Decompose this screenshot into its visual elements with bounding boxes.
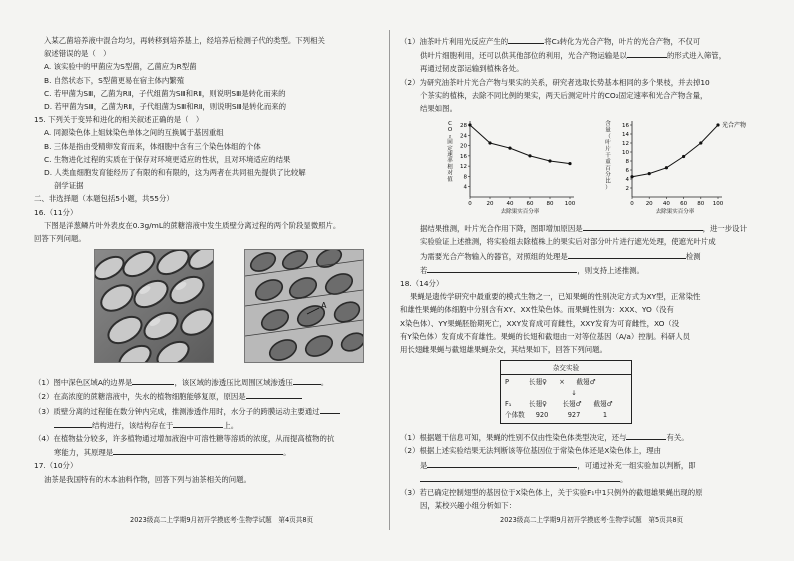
count-long-female: 920 [535, 411, 549, 420]
co2-chart-x-tick-label: 60 [526, 201, 534, 208]
q14-option-c: C. 若甲菌为SⅢ，乙菌为RⅡ，子代组菌为SⅢ和RⅡ，则说明SⅢ是转化而来的 [44, 88, 286, 98]
q16-4-blank[interactable] [113, 445, 283, 455]
co2-chart-y-tick-label: 20 [460, 143, 467, 150]
q18-item-3: （3）若已确定控制翅型的基因位于X染色体上，关于实验F₁中1只例外的截翅雄果蝇出现的原 [400, 488, 703, 498]
q15-option-d: D. 人类血细胞发育能经历了有限的和有限的，这为两者在共同祖先提供了比较解 [44, 168, 306, 178]
co2-chart-y-label-char: 对 [447, 170, 453, 177]
q16-item-4: （4）在植物盐分较多，许多植物通过增加液泡中可溶性糖等溶质的浓度，从而提高植物的抗 [34, 434, 335, 444]
photo-chart-y-tick-label: 2 [625, 186, 629, 193]
q18-intro-line: 有Y染色体）发育成不育雄性。果蝇的长翅和截翅由一对等位基因（A/a）控制。科研人员 [400, 331, 691, 341]
q17-2-line-3: 结果如图。 [420, 104, 457, 114]
p-female: 长翅♀ [528, 378, 548, 387]
q18-item-2-cont [400, 458, 772, 472]
photo-chart-x-tick-label: 80 [697, 201, 705, 208]
co2-chart-y-label-char: O [447, 127, 453, 134]
co2-chart-data-point [468, 124, 471, 127]
q17-3-blank-a[interactable] [583, 221, 703, 231]
q16-1-blank-a[interactable] [132, 375, 174, 385]
q17-3-line-2: 实验验证上述推测，将实验组去除植株上的果实后对部分叶片进行遮光处理，使遮光叶片成 [420, 237, 716, 247]
q18-item-2-cont2 [400, 472, 772, 486]
co2-chart-x-tick-label: 40 [506, 201, 514, 208]
co2-chart-y-label-char: 相 [447, 164, 453, 171]
q17-1-text-d: 的形式进入筛管， [666, 51, 727, 61]
q16-1-blank-b[interactable] [293, 375, 321, 385]
q16-2-text: （2）在高浓度的蔗糖溶液中，失水的植物细胞能够复原，原因是 [34, 392, 246, 402]
q16-4-text-end: 。 [283, 448, 291, 458]
co2-chart-y-label-char: 值 [447, 177, 453, 184]
photo-chart-y-label-char: 量 [605, 127, 611, 134]
q17-3-blank-c[interactable] [427, 263, 577, 273]
q17-3-text-e: 若 [420, 265, 428, 275]
q16-heading: 16.（11分） [34, 207, 78, 217]
q18-1-text-end: 有关。 [666, 433, 689, 443]
q18-item-1 [400, 430, 772, 444]
q18-heading: 18.（14分） [400, 279, 444, 289]
co2-chart-series-line [470, 125, 570, 164]
photo-chart-y-label-char: 重 [605, 159, 611, 166]
count-long-male: 927 [567, 411, 581, 420]
q18-intro-line: 果蝇是遗传学研究中最重要的模式生物之一，已知果蝇的性别决定方式为XY型，正常染性 [410, 292, 701, 302]
q16-3-text-end: 上。 [223, 420, 239, 430]
photo-chart-legend: 光合产物 [722, 122, 747, 130]
q16-4-text: 寒能力，其原理是 [54, 448, 114, 458]
co2-chart-x-label: 去除果实百分率 [500, 209, 540, 216]
q16-item-3-cont [34, 418, 406, 432]
cross-count-row [505, 410, 627, 421]
q14-option-a: A. 该实验中的甲菌应为S型菌，乙菌应为R型菌 [44, 62, 197, 72]
photo-chart-data-point [630, 175, 633, 178]
co2-chart-x-tick-label: 20 [486, 201, 494, 208]
photo-chart-x-tick-label: 0 [630, 201, 634, 208]
photo-chart-y-tick-label: 8 [625, 159, 629, 166]
section-heading: 二、非选择题（本题包括5小题，共55分） [34, 194, 174, 204]
photo-chart-y-label-char: 百 [605, 166, 611, 173]
chart-row [400, 117, 772, 219]
q15-option-d-cont: 剖学证据 [54, 181, 84, 191]
q18-intro-line: 用长翅雌果蝇与截翅雄果蝇杂交，其结果如下，回答下列问题。 [400, 345, 607, 355]
photo-chart-data-point [699, 142, 702, 145]
co2-chart-y-tick-label: 12 [460, 164, 467, 171]
co2-chart-data-point [548, 160, 551, 163]
count-short-male: 1 [602, 411, 608, 420]
cross-title: 杂交实验 [501, 363, 631, 375]
q17-3-line-3 [400, 249, 772, 263]
photo-chart-y-tick-label: 6 [625, 168, 629, 175]
q18-1-text: （1）根据题干信息可知，果蝇的性别不仅由性染色体类型决定，还与 [400, 433, 627, 443]
q17-3-text-f: ，则支持上述推测。 [577, 265, 644, 275]
q18-2-text-end-2: 。 [620, 474, 628, 484]
co2-fixation-chart [440, 117, 580, 217]
co2-chart-data-point [488, 142, 491, 145]
photo-chart-data-point [682, 155, 685, 158]
cross-f1-row [505, 399, 627, 410]
co2-chart-data-point [528, 154, 531, 157]
q18-item-3-cont: 因，某校兴趣小组分析如下： [420, 501, 517, 511]
q17-3-text-d: 检测 [685, 251, 701, 261]
photo-chart-x-tick-label: 60 [680, 201, 688, 208]
q16-3-text-mid: 结构进行，该结构存在于 [92, 420, 174, 430]
co2-chart-y-tick-label: 8 [463, 174, 467, 181]
q15-option-c: C. 生物进化过程的实质在于保存对环境更适应的性状，且对环境适应的结果 [44, 154, 291, 164]
right-footer: 2023级高二上学期9月初开学摸底考·生物学试题 第5页共8页 [500, 516, 684, 524]
photo-chart-y-tick-label: 14 [622, 132, 629, 139]
photo-chart-y-label-char: 片 [605, 146, 611, 153]
co2-chart-y-label-char: 速 [447, 152, 453, 159]
photo-chart-x-tick-label: 100 [712, 201, 724, 208]
count-label: 个体数 [505, 411, 525, 420]
co2-chart-x-tick-label: 100 [564, 201, 576, 208]
cross-experiment-box [500, 360, 632, 424]
q17-1-blank-b[interactable] [627, 48, 667, 58]
q17-1-text-b: 将C₃转化为光合产物，叶片的光合产物，不仅可 [544, 37, 701, 46]
q16-intro-line: 下图是洋葱鳞片叶外表皮在0.3g/mL的蔗糖溶液中发生质壁分离过程的两个阶段显微照片。 [44, 220, 341, 230]
q17-1-text: （1）油茶叶片利用光反应产生的 [400, 37, 509, 46]
q14-intro-line: 入某乙菌培养液中混合均匀，再转移到培养基上，经培养后检测子代的类型。下列相关 [44, 36, 325, 45]
right-page [400, 34, 772, 512]
q16-1-text-end: 。 [320, 378, 329, 388]
photo-chart-x-label: 去除果实百分率 [655, 209, 695, 216]
co2-chart-x-tick-label: 0 [468, 201, 472, 208]
q14-option-b: B. 自然状态下，S型菌更易在宿主体内繁殖 [44, 75, 185, 85]
q16-3-blank-c[interactable] [173, 418, 223, 428]
co2-chart-y-label-char: 率 [447, 158, 453, 165]
co2-chart-y-tick-label: 24 [460, 133, 467, 140]
photo-chart-y-label-char: （ [605, 134, 611, 141]
photo-chart-y-tick-label: 4 [625, 177, 629, 184]
q17-heading: 17.（10分） [34, 461, 78, 471]
q16-item-4-cont [34, 445, 406, 459]
photo-chart-y-label-char: 分 [605, 172, 611, 179]
photo-chart-y-label-char: 叶 [605, 140, 611, 147]
q16-1-text-mid: ，该区域的渗透压比周围区域渗透压 [174, 378, 293, 388]
q17-1-line [400, 34, 772, 48]
q18-2-blank-b[interactable] [420, 472, 620, 482]
q16-item-1 [34, 375, 406, 389]
co2-chart-y-tick-label: 4 [463, 184, 467, 191]
f1-long-male: 长翅♂ [562, 400, 582, 409]
photo-chart-y-tick-label: 12 [622, 141, 629, 148]
photosynthate-chart [600, 117, 750, 217]
photo-chart-y-tick-label: 16 [622, 123, 629, 130]
q17-1-blank-a[interactable] [508, 34, 544, 44]
p-cross-symbol: × [559, 378, 565, 387]
q17-intro: 油茶是我国特有的木本油料作物，回答下列与油茶相关的问题。 [44, 474, 251, 484]
photo-chart-data-point [648, 172, 651, 175]
co2-chart-y-tick-label: 28 [460, 123, 467, 130]
q16-1-text: （1）图中深色区域A的边界是 [34, 378, 133, 388]
p-label: P [505, 378, 509, 387]
micrograph-stage-1 [94, 249, 214, 363]
photo-chart-data-point [716, 124, 719, 127]
photo-chart-y-label-char: 干 [605, 153, 611, 160]
q14-option-d: D. 若甲菌为SⅢ，乙菌为RⅡ，子代组菌为SⅢ和RⅡ，则说明SⅢ是转化而来的 [44, 102, 287, 112]
co2-chart-y-label-char: C [448, 121, 452, 128]
photo-chart-data-point [665, 166, 668, 169]
micrograph-stage-2 [244, 249, 364, 363]
co2-chart-data-point [568, 162, 571, 165]
photo-chart-y-label-char: 含 [605, 121, 611, 128]
q18-1-blank[interactable] [626, 430, 666, 440]
f1-long-female: 长翅♀ [528, 400, 548, 409]
q17-1-line-2 [400, 48, 772, 62]
q15-option-a: A. 同源染色体上姐妹染色单体之间的互换属于基因重组 [44, 128, 224, 138]
q18-2-text-end: ，可通过补充一组实验加以判断，即 [577, 460, 696, 470]
micrograph-label-a: A [321, 301, 327, 311]
q16-3-text: （3）质壁分离的过程能在数分钟内完成，推测渗透作用时，水分子的跨膜运动主要通过 [34, 406, 320, 416]
q16-item-3 [34, 404, 406, 418]
q18-intro-line: X染色体）、YY果蝇胚胎期死亡，XXY发育成可育雌性，XXY发育为可育雌性，XO（没 [400, 318, 680, 328]
photo-chart-y-tick-label: 10 [622, 150, 629, 157]
q17-3-text-b: ，进一步设计 [702, 224, 747, 234]
q16-3-blank-b[interactable] [54, 418, 92, 428]
photo-chart-x-tick-label: 40 [662, 201, 670, 208]
co2-chart-data-point [508, 147, 511, 150]
photo-chart-y-label-char: ） [605, 185, 611, 192]
co2-chart-y-label-char: 固 [447, 139, 453, 146]
q17-2-line: （2）为研究油茶叶片光合产物与果实的关系，研究者选取长势基本相同的多个果枝，并去掉10 [400, 77, 710, 87]
f1-short-male: 截翅♂ [593, 400, 613, 409]
q17-3-text: 据结果推测，叶片光合作用下降，图即增加原因是 [420, 224, 583, 234]
photo-chart-x-tick-label: 20 [645, 201, 653, 208]
photo-chart-y-label-char: 比 [605, 178, 611, 185]
p-male: 截翅♂ [576, 378, 596, 387]
cross-arrow: ↓ [571, 389, 577, 398]
q17-3-line [400, 221, 772, 235]
q17-3-line-4 [400, 263, 772, 277]
q15-stem: 15. 下列关于变异和进化的相关叙述正确的是（ ） [34, 115, 204, 125]
q18-2-blank-a[interactable] [427, 458, 577, 468]
micrograph-row [34, 249, 406, 371]
q17-1-line-3: 再通过韧皮部运输到植株各处。 [420, 64, 524, 74]
q17-3-blank-b[interactable] [568, 249, 686, 259]
q18-item-2: （2）根据上述实验结果无法判断该等位基因位于常染色体还是X染色体上，理由 [400, 446, 662, 456]
cross-parent-row [505, 377, 627, 388]
q17-2-line-2: 个茶实的植株，去除不同比例的果实，两天后测定叶片的CO₂固定速率和光合产物含量， [420, 90, 708, 100]
q14-intro-line: 叙述错误的是（ ） [44, 49, 111, 59]
left-footer: 2023级高二上学期9月初开学摸底考·生物学试题 第4页共8页 [130, 516, 314, 524]
co2-chart-y-label-char: ₂ [448, 133, 452, 140]
f1-label: F₁ [505, 400, 512, 409]
co2-chart-y-tick-label: 16 [460, 154, 467, 161]
q17-1-text-c: 供叶片细胞利用，还可以供其他部位的利用，光合产物运输是以 [420, 51, 627, 61]
co2-chart-y-label-char: 定 [447, 146, 453, 153]
q16-item-2 [34, 389, 406, 403]
photo-chart-series-line [632, 125, 718, 177]
left-page [34, 34, 406, 486]
q17-3-text-c: 为需要光合产物输入的器官，对照组的处理是 [420, 251, 568, 261]
co2-chart-x-tick-label: 80 [546, 201, 554, 208]
q18-intro-line: 和雄性果蝇的体细胞中分别含有XY、XX性染色体。而果蝇性别为：XXX、YO（没有 [400, 305, 674, 315]
q15-option-b: B. 三体是指由受精卵发育而来，体细胞中含有三个染色体组的个体 [44, 141, 261, 151]
q16-intro-line: 回答下列问题。 [34, 234, 86, 244]
q18-2-text: 是 [420, 460, 428, 470]
q16-3-blank-a[interactable] [320, 404, 340, 414]
q16-2-blank[interactable] [246, 389, 302, 399]
